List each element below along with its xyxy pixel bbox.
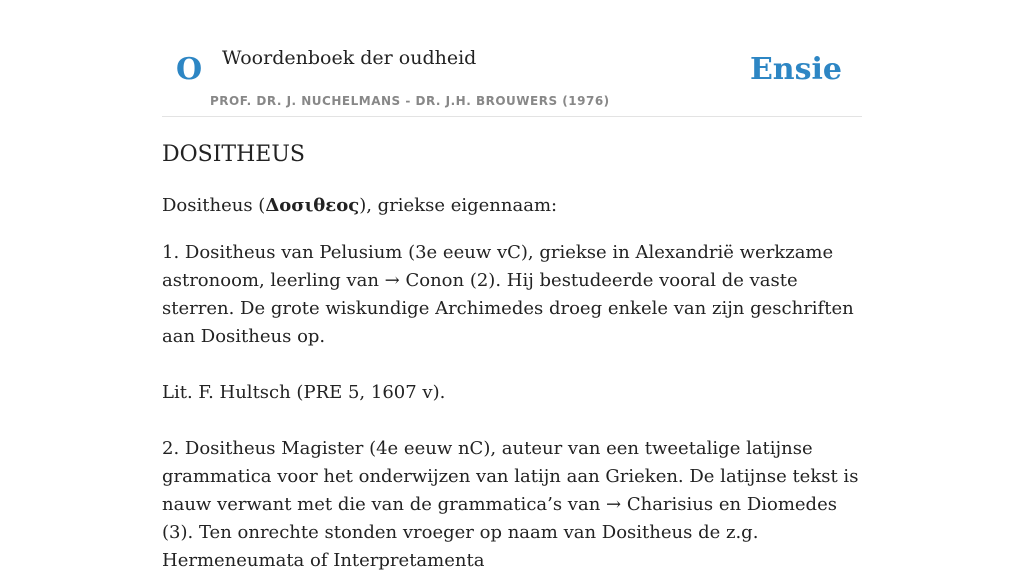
- entry-item-1: [162, 239, 862, 351]
- ensie-logo-link[interactable]: Ensie: [749, 52, 842, 87]
- entry-content: [162, 192, 862, 575]
- xref-link-conon[interactable]: → Conon (2): [384, 270, 496, 291]
- dictionary-title[interactable]: Woordenboek der oudheid: [222, 47, 477, 69]
- dictionary-authors: PROF. DR. J. NUCHELMANS - DR. J.H. BROUWERS (1976): [210, 94, 610, 108]
- intro-text-after: ), griekse eigennaam:: [359, 195, 558, 216]
- item-1-text-2: . Hij bestudeerde vooral de vaste sterren. De grote wiskundige Archimedes droeg enkele van zijn geschriften aan Dositheus op.: [162, 270, 854, 347]
- paragraph-gap: [162, 351, 862, 379]
- item-2-text-1: 2. Dositheus Magister (4e eeuw nC), auteur van een tweetalige latijnse grammatica voor het onderwijzen van latijn aan Grieken. De latijnse tekst is nauw verwant met die van de grammatica’s van: [162, 438, 859, 515]
- xref-link-charisius[interactable]: → Charisius: [606, 494, 714, 515]
- page: [162, 0, 862, 571]
- item-2-text-2: en Diomedes (3). Ten onrechte stonden vroeger op naam van Dositheus de z.g. Hermeneumata of Interpretamenta: [162, 494, 837, 571]
- header: [162, 0, 862, 117]
- paragraph-gap: [162, 407, 862, 435]
- entry-intro: [162, 192, 862, 220]
- literature-reference-1: Lit. F. Hultsch (PRE 5, 1607 v).: [162, 382, 446, 403]
- intro-text-before: Dositheus (: [162, 195, 266, 216]
- entry-title: DOSITHEUS: [162, 142, 305, 167]
- item-1-text-1: 1. Dositheus van Pelusium (3e eeuw vC), griekse in Alexandrië werkzame astronoom, leerling van: [162, 242, 834, 291]
- dictionary-logo-letter[interactable]: O: [176, 52, 203, 87]
- greek-name: Δοσιθεος: [265, 195, 360, 216]
- entry-item-2: [162, 435, 862, 575]
